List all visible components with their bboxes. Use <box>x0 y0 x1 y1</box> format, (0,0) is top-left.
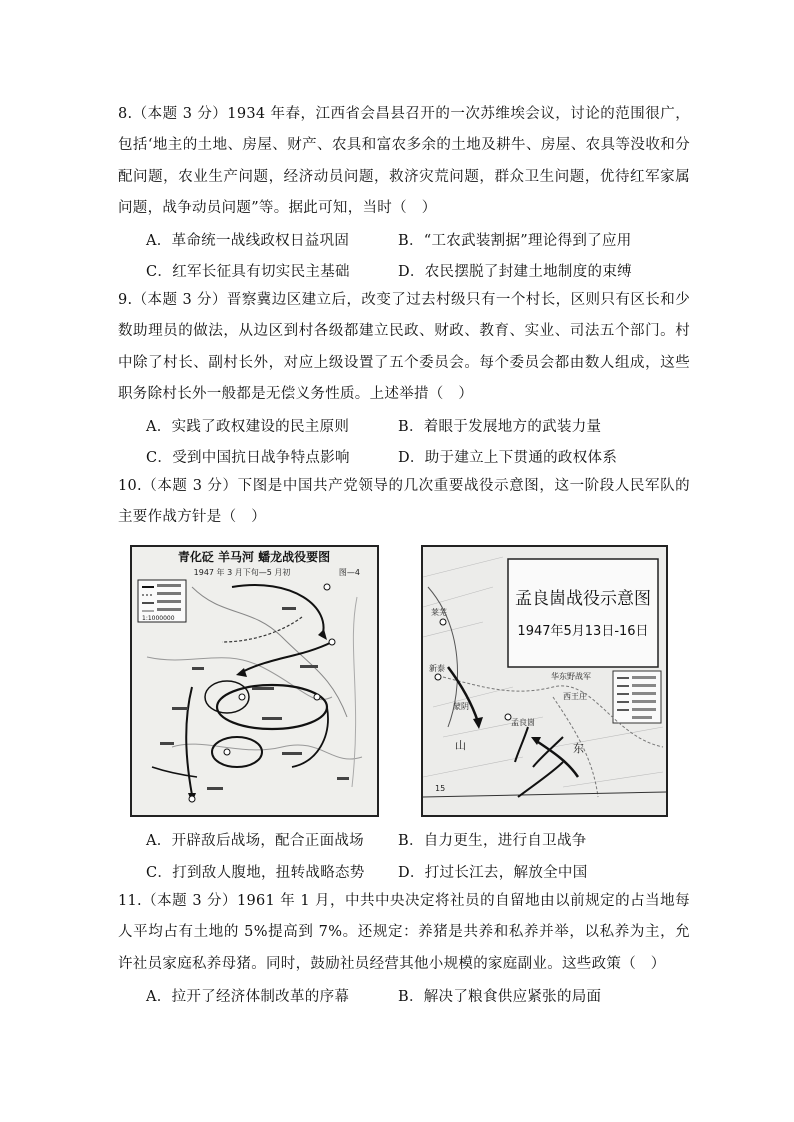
map2-title-box <box>508 559 658 667</box>
map1-title: 青化砭 羊马河 蟠龙战役要图 <box>177 550 331 564</box>
map1-date: 1947 年 3 月下旬—5 月初 <box>193 568 291 577</box>
q11-option-b: B．解决了粮食供应紧张的局面 <box>398 989 602 1005</box>
q10-option-c: C．打到敌人腹地，扭转战略态势 <box>146 865 365 881</box>
q9-stem: 9.（本题 3 分）晋察冀边区建立后，改变了过去村级只有一个村长，区则只有区长和少数助理员的做法，从边区到村各级都建立民政、财政、教育、实业、司法五个部门。村中除了村长、副村长外，对应上级设置了五个委员会。每个委员会都由数人组成，这些职务除村长外一般都是无偿义务性质。上述举措（ ） <box>118 292 690 403</box>
q11-option-a: A．拉开了经济体制改革的序幕 <box>146 989 350 1005</box>
q8-option-d: D．农民摆脱了封建土地制度的束缚 <box>398 264 632 280</box>
q10-option-a: A．开辟敌后战场，配合正面战场 <box>146 833 364 849</box>
map2-label-xintai: 新泰 <box>429 664 445 673</box>
battle-map-1-drawing <box>132 547 377 815</box>
battle-map-2-drawing <box>423 547 666 815</box>
map2-label-hdyzj: 华东野战军 <box>551 672 591 681</box>
map2-label-menglianggu: 孟良崮 <box>511 718 535 727</box>
map2-title: 孟良崮战役示意图 <box>515 589 651 609</box>
q8-option-a: A．革命统一战线政权日益巩固 <box>146 233 350 249</box>
q9-option-b: B．着眼于发展地方的武装力量 <box>398 419 602 435</box>
q10-option-b: B．自力更生，进行自卫战争 <box>398 833 587 849</box>
q9-option-c: C．受到中国抗日战争特点影响 <box>146 450 350 466</box>
q11-stem: 11.（本题 3 分）1961 年 1 月，中共中央决定将社员的自留地由以前规定的占当地每人平均占有土地的 5%提高到 7%。还规定：养猪是共养和私养并举，以私养为主，允许社员家庭私养母猪。同时，鼓励社员经营其他小规模的家庭副业。这些政策（ ） <box>118 893 690 972</box>
map1-figno: 图—4 <box>338 568 360 577</box>
map2-date: 1947年5月13日-16日 <box>517 624 649 639</box>
battle-map-1 <box>130 545 379 817</box>
map2-label-shan: 山 <box>455 739 466 752</box>
map2-label-dong: 东 <box>573 742 584 755</box>
map2-label-mengyin: 蒙阴 <box>453 702 469 711</box>
map2-label-xiwangzhuang: 西王庄 <box>563 692 587 701</box>
q8-option-c: C．红军长征具有切实民主基础 <box>146 264 350 280</box>
q9-option-d: D．助于建立上下贯通的政权体系 <box>398 450 618 466</box>
q9-option-a: A．实践了政权建设的民主原则 <box>146 419 350 435</box>
map2-label-15: 15 <box>435 784 446 793</box>
map2-label-laiwu: 莱芜 <box>431 608 447 617</box>
battle-map-2 <box>421 545 668 817</box>
q8-option-b: B．“工农武装割据”理论得到了应用 <box>398 233 632 249</box>
q10-option-d: D．打过长江去，解放全中国 <box>398 865 588 881</box>
q10-stem: 10.（本题 3 分）下图是中国共产党领导的几次重要战役示意图，这一阶段人民军队的主要作战方针是（ ） <box>118 478 690 526</box>
q8-stem: 8.（本题 3 分）1934 年春，江西省会昌县召开的一次苏维埃会议，讨论的范围很广，包括‘地主的土地、房屋、财产、农具和富农多余的土地及耕牛、房屋、农具等没收和分配问题，农业生产问题，经济动员问题，救济灾荒问题，群众卫生问题，优待红军家属问题，战争动员问题”等。据此可知，当时（ ） <box>118 106 690 217</box>
map1-scale: 1:1000000 <box>142 615 175 622</box>
